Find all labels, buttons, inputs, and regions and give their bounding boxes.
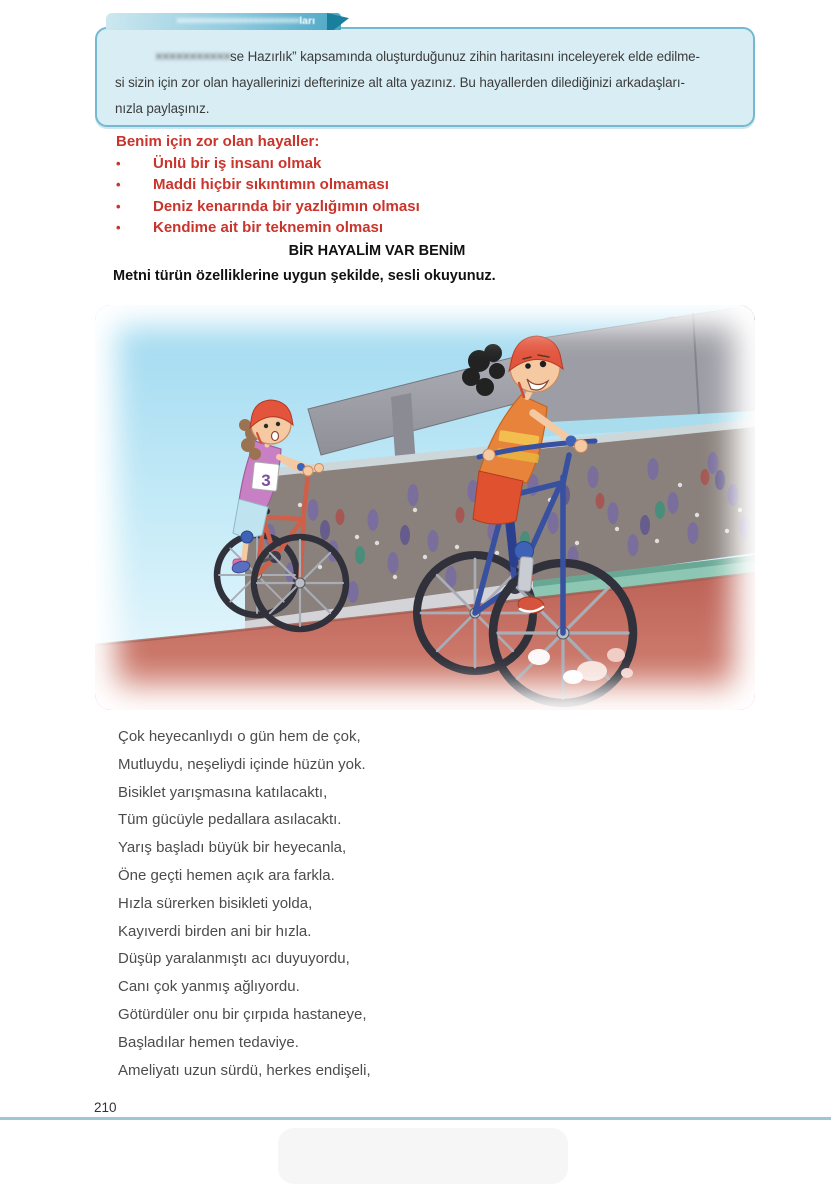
bullet-icon: • [116, 198, 121, 214]
poem-title: BİR HAYALİM VAR BENİM [288, 243, 466, 259]
tab-label-blurred: ×××××××××××××××××××××××× [176, 15, 300, 27]
poem-body [118, 723, 371, 1084]
footer-ghost-shadow [278, 1128, 568, 1184]
list-item [116, 153, 636, 175]
bullet-icon: • [116, 155, 121, 171]
poem-line: Düşüp yaralanmıştı acı duyuyordu, [118, 950, 350, 968]
poem-line: Başladılar hemen tedaviye. [118, 1033, 299, 1051]
list-item [116, 217, 636, 239]
dream-item-text: Maddi hiçbir sıkıntımın olmaması [153, 176, 389, 193]
cycling-scene-svg [95, 305, 755, 710]
bullet-icon: • [116, 177, 121, 192]
reading-instruction: Metni türün özelliklerine uygun şekilde, sesli okuyunuz. [113, 268, 496, 284]
bullet-icon: • [116, 220, 121, 235]
race-bib-number: 3 [261, 471, 271, 490]
poem-line: Canı çok yanmış ağlıyordu. [118, 978, 300, 996]
dream-item-text: Ünlü bir iş insanı olmak [153, 154, 322, 172]
dreams-list-title: Benim için zor olan hayaller: [116, 133, 320, 150]
activity-instruction-box [95, 27, 755, 127]
poem-line: Tüm gücüyle pedallara asılacaktı. [118, 811, 342, 829]
cycling-race-illustration [95, 305, 755, 710]
activity-box-tab-label [106, 13, 341, 30]
poem-line: Bisiklet yarışmasına katılacaktı, [118, 783, 328, 801]
poem-line: Kayıverdi birden ani bir hızla. [118, 922, 312, 940]
poem-line: Yarış başladı büyük bir heyecanla, [118, 839, 347, 857]
footer-rule [0, 1117, 831, 1120]
poem-line: Götürdüler onu bir çırpıda hastaneye, [118, 1005, 367, 1023]
paragraph-line [115, 44, 733, 70]
poem-line: Çok heyecanlıydı o gün hem de çok, [118, 728, 361, 745]
list-item [116, 174, 636, 196]
activity-box-tab [106, 13, 341, 30]
dreams-list [116, 131, 636, 239]
activity-instruction-paragraph [97, 29, 753, 125]
paragraph-blurred-prefix: ××××××××××× [155, 49, 231, 64]
poem-line: Öne geçti hemen açık ara farkla. [118, 866, 335, 884]
paragraph-line: nızla paylaşınız. [115, 101, 210, 116]
tab-label-tail: ları [299, 15, 315, 27]
poem-line: Hızla sürerken bisikleti yolda, [118, 894, 313, 912]
paragraph-text: se Hazırlık” kapsamında oluşturduğunuz zihin haritasını inceleyerek elde edilme- [230, 49, 700, 64]
page-number: 210 [94, 1100, 117, 1115]
dream-item-text: Deniz kenarında bir yazlığımın olması [153, 197, 420, 215]
paragraph-line: si sizin için zor olan hayallerinizi defterinize alt alta yazınız. Bu hayallerden dilediğinizi arkadaşları- [115, 75, 685, 90]
poem-line: Ameliyatı uzun sürdü, herkes endişeli, [118, 1061, 371, 1079]
list-item [116, 196, 636, 218]
dream-item-text: Kendime ait bir teknemin olması [153, 219, 384, 236]
poem-line: Mutluydu, neşeliydi içinde hüzün yok. [118, 755, 366, 773]
